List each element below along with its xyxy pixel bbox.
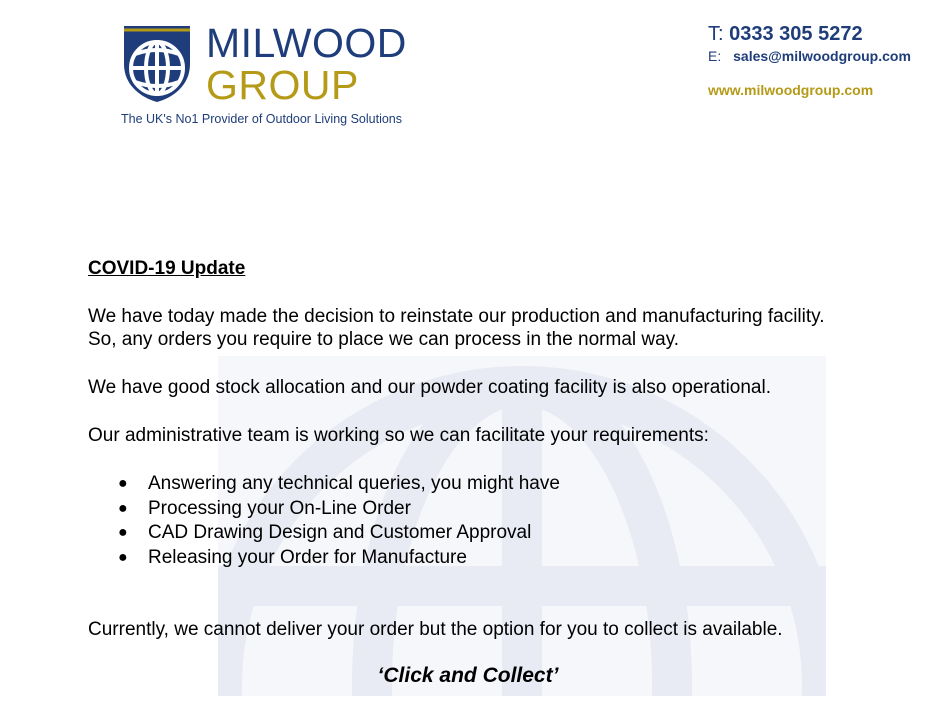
requirements-list	[88, 472, 848, 570]
email-label: E:	[708, 48, 722, 64]
list-item	[88, 497, 848, 522]
company-logo	[120, 22, 420, 132]
website-link[interactable]: www.milwoodgroup.com	[708, 82, 874, 98]
contact-phone	[708, 22, 911, 46]
letter-body	[88, 257, 848, 708]
logo-text-milwood: MILWOOD	[206, 20, 407, 66]
list-item-text: Releasing your Order for Manufacture	[148, 546, 467, 568]
list-item	[88, 472, 848, 497]
logo-text-group: GROUP	[206, 62, 359, 108]
list-item-text: CAD Drawing Design and Customer Approval	[148, 522, 532, 543]
bullet-icon: ●	[118, 499, 128, 517]
document-heading: COVID-19 Update	[88, 258, 246, 279]
list-item-text: Answering any technical queries, you might have	[148, 473, 560, 494]
paragraph: We have today made the decision to reinstate our production and manufacturing facility. So, any orders you require to place we can process in the normal way.	[88, 306, 825, 350]
logo-tagline: The UK's No1 Provider of Outdoor Living Solutions	[121, 112, 402, 126]
email-link[interactable]: sales@milwoodgroup.com	[733, 48, 911, 64]
phone-number[interactable]: 0333 305 5272	[729, 23, 863, 45]
globe-shield-icon	[122, 24, 192, 104]
bullet-icon: ●	[118, 524, 128, 541]
closing-paragraph: Currently, we cannot deliver your order but the option for you to collect is available.	[88, 619, 783, 640]
phone-label: T:	[708, 23, 724, 45]
list-item	[88, 521, 848, 546]
paragraph: We have good stock allocation and our powder coating facility is also operational.	[88, 377, 771, 398]
contact-info	[708, 22, 911, 98]
click-and-collect-heading: ‘Click and Collect’	[377, 664, 559, 687]
paragraph: Our administrative team is working so we can facilitate your requirements:	[88, 425, 709, 446]
bullet-icon: ●	[118, 475, 128, 492]
bullet-icon: ●	[118, 548, 128, 566]
list-item	[88, 546, 848, 571]
list-item-text: Processing your On-Line Order	[148, 497, 411, 519]
contact-email	[708, 46, 911, 66]
